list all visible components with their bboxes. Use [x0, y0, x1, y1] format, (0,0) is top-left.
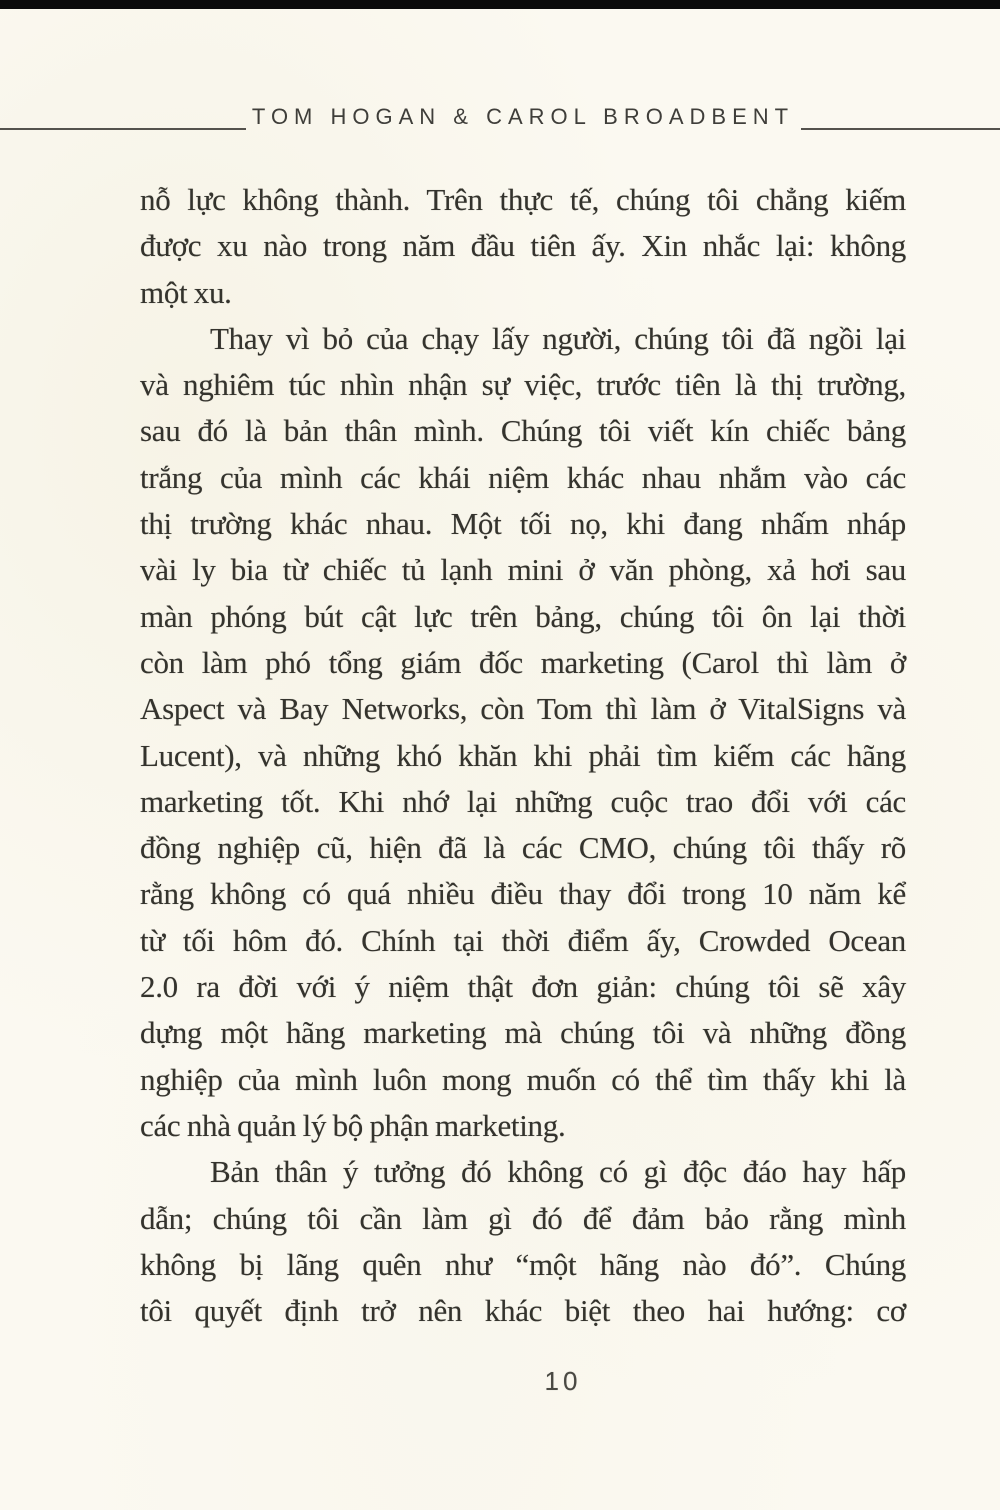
text-line: 2.0 ra đời với ý niệm thật đơn giản: chúng tôi sẽ xây — [140, 969, 906, 1005]
text-line: trắng của mình các khái niệm khác nhau nhắm vào các — [140, 459, 906, 495]
text-line: đồng nghiệp cũ, hiện đã là các CMO, chúng tôi thấy rõ — [140, 830, 906, 866]
running-header — [0, 104, 1000, 138]
scan-top-edge — [0, 0, 1000, 9]
text-line: từ tối hôm đó. Chính tại thời điểm ấy, Crowded Ocean — [140, 922, 906, 958]
body-text — [140, 177, 906, 1334]
text-line: sau đó là bản thân mình. Chúng tôi viết kín chiếc bảng — [140, 413, 906, 449]
text-line: các nhà quản lý bộ phận marketing. — [140, 1107, 566, 1143]
page-number: 10 — [544, 1366, 582, 1396]
text-line: còn làm phó tổng giám đốc marketing (Carol thì làm ở — [140, 644, 906, 680]
text-line: marketing tốt. Khi nhớ lại những cuộc trao đổi với các — [140, 783, 906, 819]
text-line: Bản thân ý tưởng đó không có gì độc đáo hay hấp — [210, 1154, 906, 1190]
text-line: Aspect và Bay Networks, còn Tom thì làm ở VitalSigns và — [140, 691, 906, 727]
header-rule-right — [801, 128, 1000, 130]
text-line: vài ly bia từ chiếc tủ lạnh mini ở văn phòng, xả hơi sau — [140, 552, 906, 588]
text-line: tôi quyết định trở nên khác biệt theo hai hướng: cơ — [140, 1293, 906, 1329]
text-line: và nghiêm túc nhìn nhận sự việc, trước tiên là thị trường, — [140, 367, 906, 403]
text-line: không bị lãng quên như “một hãng nào đó”. Chúng — [140, 1246, 906, 1282]
text-line: dựng một hãng marketing mà chúng tôi và những đồng — [140, 1015, 906, 1051]
text-line: Lucent), và những khó khăn khi phải tìm kiếm các hãng — [140, 737, 906, 773]
text-line: nỗ lực không thành. Trên thực tế, chúng tôi chẳng kiếm — [140, 182, 906, 217]
text-line: nghiệp của mình luôn mong muốn có thể tìm thấy khi là — [140, 1061, 906, 1097]
text-line: dẫn; chúng tôi cần làm gì đó để đảm bảo rằng mình — [140, 1200, 906, 1236]
text-line: được xu nào trong năm đầu tiên ấy. Xin nhắc lại: không — [140, 228, 906, 264]
text-line: màn phóng bút cật lực trên bảng, chúng tôi ôn lại thời — [140, 598, 906, 634]
text-line: Thay vì bỏ của chạy lấy người, chúng tôi đã ngồi lại — [210, 320, 906, 356]
text-line: rằng không có quá nhiều điều thay đổi trong 10 năm kể — [140, 876, 906, 912]
text-line: thị trường khác nhau. Một tối nọ, khi đang nhấm nháp — [140, 506, 906, 542]
text-line: một xu. — [140, 274, 232, 310]
running-header-title: TOM HOGAN & CAROL BROADBENT — [251, 104, 795, 129]
